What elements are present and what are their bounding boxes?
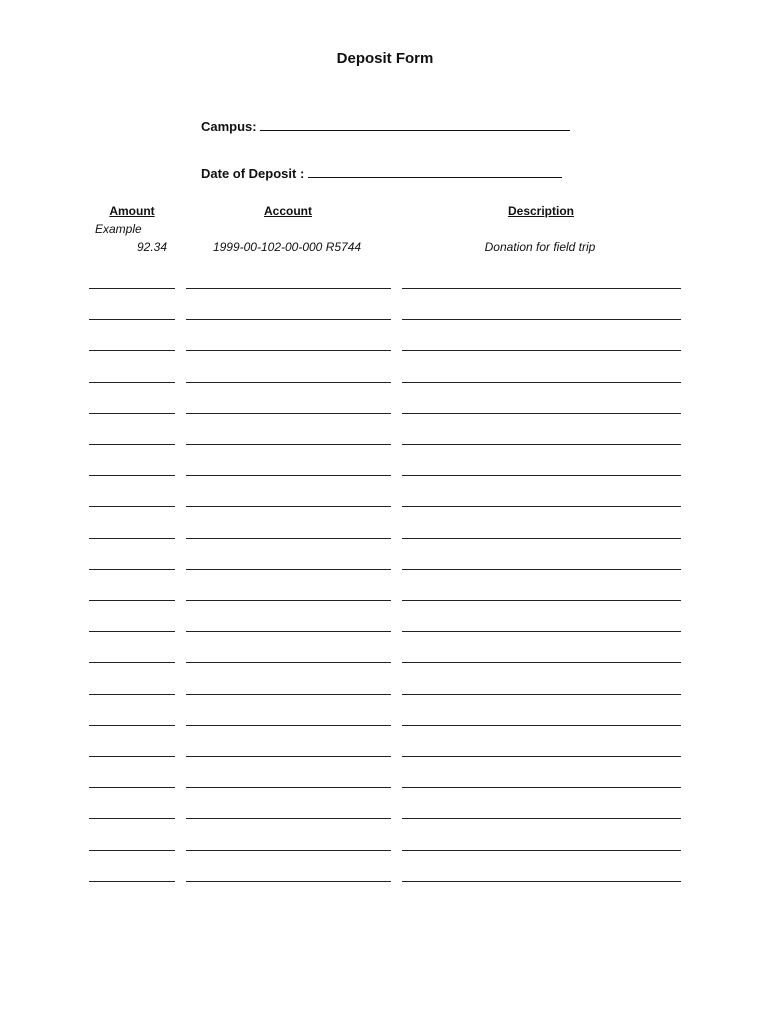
description-line[interactable]: [402, 662, 681, 663]
campus-input-line[interactable]: [260, 118, 570, 131]
account-line[interactable]: [186, 506, 391, 507]
amount-line[interactable]: [89, 694, 175, 695]
account-line[interactable]: [186, 787, 391, 788]
account-line[interactable]: [186, 413, 391, 414]
amount-line[interactable]: [89, 288, 175, 289]
amount-line[interactable]: [89, 631, 175, 632]
amount-line[interactable]: [89, 850, 175, 851]
amount-line[interactable]: [89, 756, 175, 757]
amount-line[interactable]: [89, 350, 175, 351]
description-line[interactable]: [402, 288, 681, 289]
campus-field[interactable]: [201, 118, 570, 134]
description-line[interactable]: [402, 694, 681, 695]
description-line[interactable]: [402, 506, 681, 507]
description-header: Description: [507, 204, 574, 218]
account-line[interactable]: [186, 850, 391, 851]
form-title: Deposit Form: [336, 50, 434, 67]
amount-line[interactable]: [89, 787, 175, 788]
date-of-deposit-label: Date of Deposit :: [201, 166, 305, 181]
amount-line[interactable]: [89, 538, 175, 539]
description-line[interactable]: [402, 444, 681, 445]
account-line[interactable]: [186, 288, 391, 289]
amount-line[interactable]: [89, 881, 175, 882]
amount-line[interactable]: [89, 662, 175, 663]
amount-line[interactable]: [89, 382, 175, 383]
amount-line[interactable]: [89, 475, 175, 476]
amount-line[interactable]: [89, 725, 175, 726]
account-line[interactable]: [186, 475, 391, 476]
amount-line[interactable]: [89, 444, 175, 445]
account-header: Account: [264, 204, 312, 218]
account-line[interactable]: [186, 631, 391, 632]
description-line[interactable]: [402, 382, 681, 383]
date-of-deposit-field[interactable]: [201, 165, 562, 181]
account-line[interactable]: [186, 319, 391, 320]
amount-line[interactable]: [89, 818, 175, 819]
amount-header: Amount: [109, 204, 155, 218]
description-line[interactable]: [402, 538, 681, 539]
account-line[interactable]: [186, 694, 391, 695]
description-line[interactable]: [402, 850, 681, 851]
account-line[interactable]: [186, 569, 391, 570]
description-line[interactable]: [402, 725, 681, 726]
description-line[interactable]: [402, 756, 681, 757]
description-line[interactable]: [402, 600, 681, 601]
account-line[interactable]: [186, 600, 391, 601]
account-line[interactable]: [186, 350, 391, 351]
description-line[interactable]: [402, 881, 681, 882]
description-line[interactable]: [402, 350, 681, 351]
account-line[interactable]: [186, 725, 391, 726]
account-line[interactable]: [186, 662, 391, 663]
description-line[interactable]: [402, 787, 681, 788]
account-line[interactable]: [186, 444, 391, 445]
campus-label: Campus:: [201, 119, 257, 134]
example-amount: 92.34: [136, 240, 167, 254]
description-line[interactable]: [402, 475, 681, 476]
description-line[interactable]: [402, 818, 681, 819]
amount-line[interactable]: [89, 319, 175, 320]
description-line[interactable]: [402, 413, 681, 414]
example-account: 1999-00-102-00-000 R5744: [212, 240, 362, 254]
account-line[interactable]: [186, 881, 391, 882]
example-description: Donation for field trip: [484, 240, 596, 254]
account-line[interactable]: [186, 818, 391, 819]
account-line[interactable]: [186, 756, 391, 757]
example-label: Example: [95, 222, 142, 236]
amount-line[interactable]: [89, 413, 175, 414]
amount-line[interactable]: [89, 569, 175, 570]
amount-line[interactable]: [89, 506, 175, 507]
description-line[interactable]: [402, 631, 681, 632]
date-input-line[interactable]: [308, 165, 562, 178]
account-line[interactable]: [186, 538, 391, 539]
description-line[interactable]: [402, 319, 681, 320]
description-line[interactable]: [402, 569, 681, 570]
account-line[interactable]: [186, 382, 391, 383]
amount-line[interactable]: [89, 600, 175, 601]
